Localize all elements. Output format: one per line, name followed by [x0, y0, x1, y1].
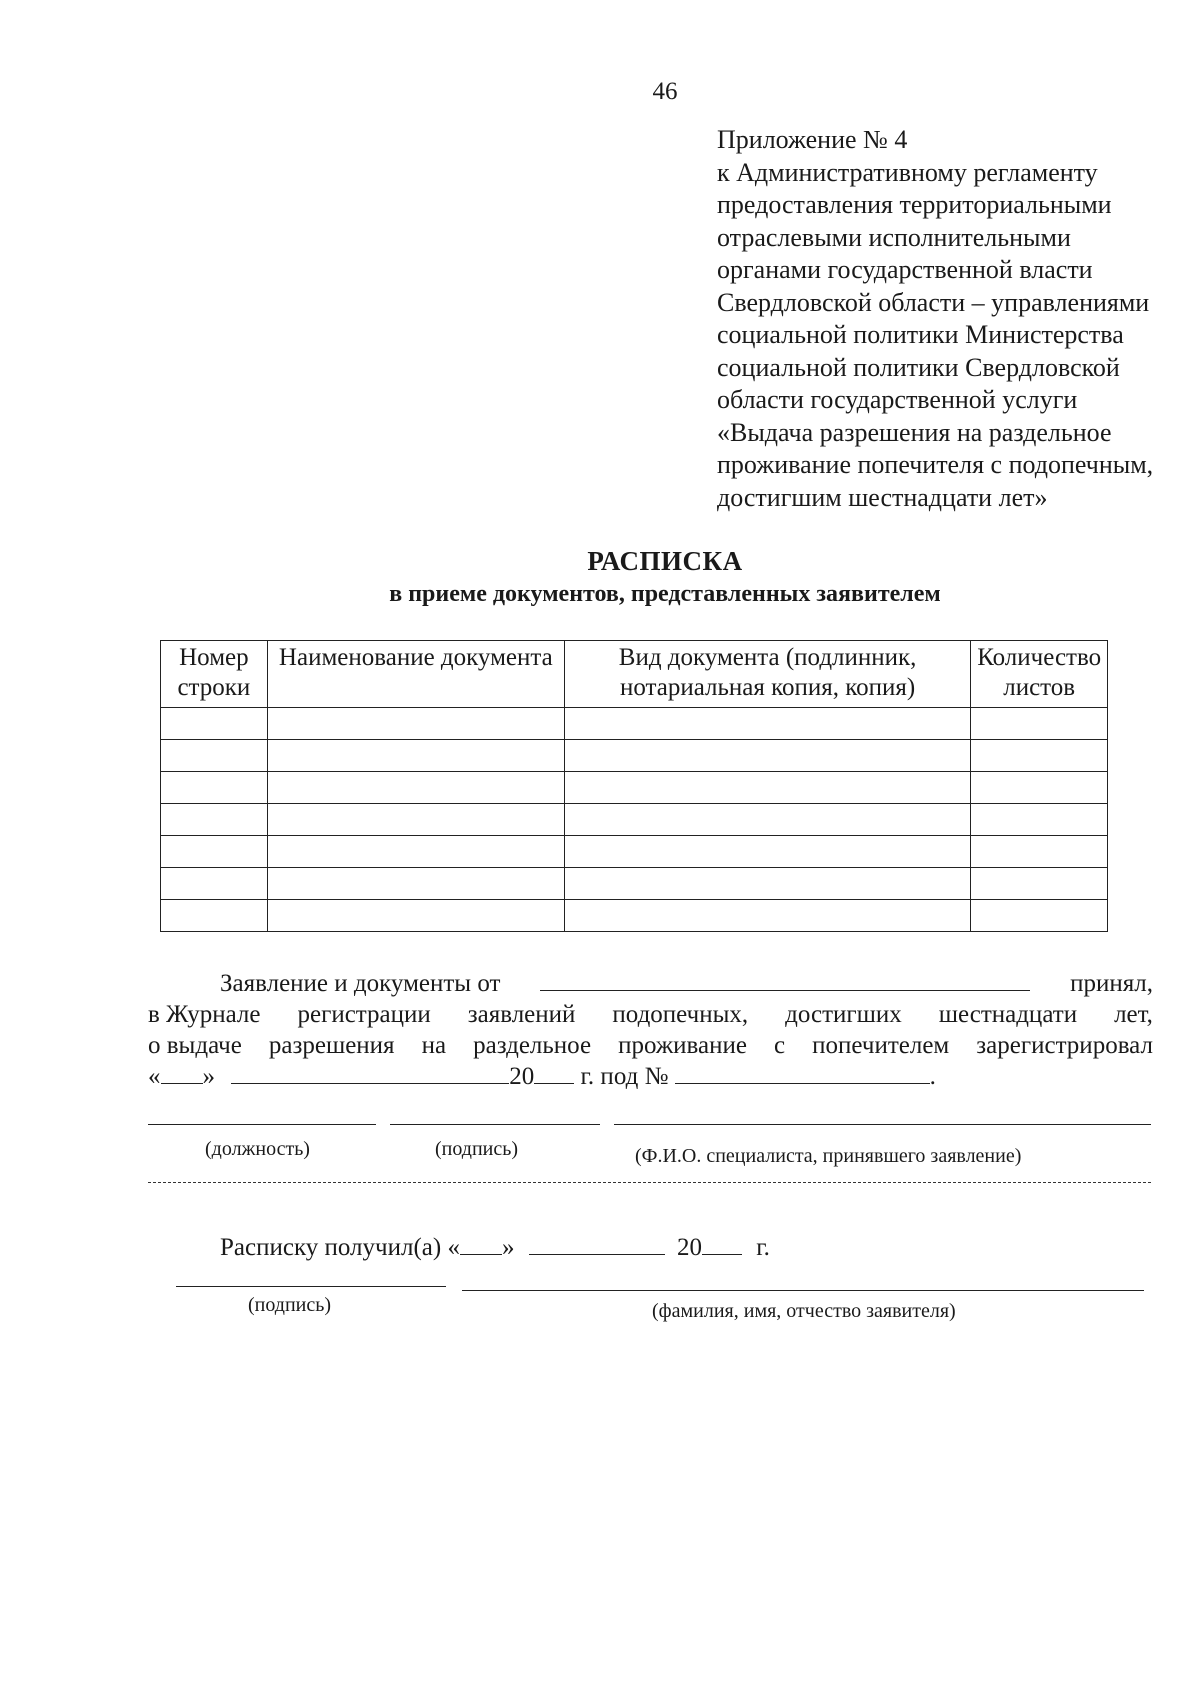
receipt-caption-fio: (фамилия, имя, отчество заявителя)	[652, 1300, 956, 1322]
table-cell[interactable]	[267, 900, 564, 932]
statement-word: на	[421, 1032, 447, 1059]
position-line[interactable]	[148, 1124, 376, 1125]
applicant-blank[interactable]	[540, 968, 1030, 991]
receipt-year-prefix: 20	[676, 1234, 702, 1261]
table-cell[interactable]	[971, 740, 1108, 772]
table-cell[interactable]	[971, 708, 1108, 740]
header-document-name: Наименование документа	[267, 641, 564, 708]
table-cell[interactable]	[267, 868, 564, 900]
table-cell[interactable]	[971, 804, 1108, 836]
statement-word: регистрации	[297, 1001, 431, 1028]
receipt-year-suffix: г.	[756, 1234, 770, 1261]
table-cell[interactable]	[971, 836, 1108, 868]
annex-line: социальной политики Министерства	[717, 320, 1124, 349]
table-cell[interactable]	[267, 804, 564, 836]
table-cell[interactable]	[267, 836, 564, 868]
table-cell[interactable]	[161, 868, 268, 900]
receipt-day-blank[interactable]	[460, 1232, 502, 1255]
statement-from-label: Заявление и документы от	[220, 970, 501, 997]
table-cell[interactable]	[971, 900, 1108, 932]
table-cell[interactable]	[161, 740, 268, 772]
quote-open: «	[148, 1063, 161, 1090]
receipt-month-blank[interactable]	[529, 1232, 665, 1255]
table-cell[interactable]	[564, 772, 970, 804]
table-cell[interactable]	[161, 900, 268, 932]
month-blank[interactable]	[231, 1061, 509, 1084]
statement-word: попечителем	[812, 1032, 950, 1059]
table-header-row	[161, 641, 1108, 708]
caption-fio: (Ф.И.О. специалиста, принявшего заявление)	[635, 1145, 1022, 1167]
annex-line: Приложение № 4	[717, 125, 908, 154]
table-row	[161, 868, 1108, 900]
header-document-type: Вид документа (подлинник, нотариальная копия, копия)	[564, 641, 970, 708]
annex-line: социальной политики Свердловской	[717, 352, 1120, 382]
statement-line-3	[148, 1030, 1153, 1061]
statement-word: разрешения	[268, 1032, 395, 1059]
annex-line: «Выдача разрешения на раздельное	[717, 417, 1112, 447]
quote-close: »	[202, 1063, 215, 1090]
table-cell[interactable]	[564, 804, 970, 836]
table-cell[interactable]	[161, 836, 268, 868]
table-row	[161, 708, 1108, 740]
table-row	[161, 740, 1108, 772]
annex-line: области государственной услуги	[717, 385, 1078, 414]
table-cell[interactable]	[971, 868, 1108, 900]
statement-word: проживание	[618, 1032, 747, 1059]
statement-end: .	[929, 1063, 936, 1090]
statement-word: зарегистрировал	[976, 1032, 1153, 1059]
statement-word: заявлений	[467, 1001, 576, 1028]
table-row	[161, 836, 1108, 868]
annex-line: достигшим шестнадцати лет»	[717, 482, 1048, 512]
signature-line[interactable]	[390, 1124, 600, 1125]
table-cell[interactable]	[971, 772, 1108, 804]
caption-signature: (подпись)	[435, 1138, 519, 1160]
table-cell[interactable]	[564, 900, 970, 932]
receipt-line	[220, 1232, 770, 1262]
annex-line: проживание попечителя с подопечным,	[717, 450, 1154, 479]
year-prefix: 20	[509, 1063, 535, 1090]
receipt-signature-line[interactable]	[176, 1286, 446, 1287]
receipt-label: Расписку получил(а) «	[220, 1234, 460, 1261]
statement-word: лет,	[1114, 1001, 1153, 1028]
statement-word: достигших	[785, 1001, 902, 1028]
table-row	[161, 804, 1108, 836]
caption-position: (должность)	[205, 1138, 310, 1160]
table-cell[interactable]	[161, 804, 268, 836]
table-row	[161, 772, 1108, 804]
statement-line-1	[148, 968, 1153, 999]
document-subtitle: в приеме документов, представленных заявителем	[389, 581, 941, 607]
day-blank[interactable]	[161, 1061, 203, 1084]
statement-accepted-label: принял,	[1070, 970, 1153, 997]
statement-word: о выдаче	[148, 1032, 242, 1059]
annex-line: к Административному регламенту	[717, 157, 1098, 187]
year-blank[interactable]	[534, 1061, 574, 1084]
fio-line[interactable]	[614, 1124, 1151, 1125]
statement-word: раздельное	[473, 1032, 592, 1059]
table-cell[interactable]	[267, 740, 564, 772]
table-cell[interactable]	[564, 868, 970, 900]
header-sheet-count: Количество листов	[971, 641, 1108, 708]
annex-block	[717, 124, 1187, 514]
table-cell[interactable]	[564, 740, 970, 772]
annex-line: Свердловской области – управлениями	[717, 287, 1150, 317]
table-cell[interactable]	[564, 836, 970, 868]
receipt-caption-signature: (подпись)	[248, 1294, 332, 1316]
statement-word: с	[774, 1032, 786, 1059]
registration-number-label: г. под №	[580, 1063, 669, 1090]
table-row	[161, 900, 1108, 932]
document-title: РАСПИСКА	[587, 546, 743, 576]
statement-line-4	[148, 1061, 1153, 1092]
table-cell[interactable]	[564, 708, 970, 740]
statement-word: в Журнале	[148, 1001, 261, 1028]
documents-table	[160, 640, 1108, 932]
statement-word: подопечных,	[612, 1001, 749, 1028]
cut-line	[148, 1182, 1151, 1183]
header-row-number: Номер строки	[161, 641, 268, 708]
page-number: 46	[652, 78, 678, 105]
statement-paragraph	[148, 968, 1153, 1092]
receipt-fio-line[interactable]	[462, 1290, 1144, 1291]
statement-line-2	[148, 999, 1153, 1030]
annex-line: предоставления территориальными	[717, 190, 1112, 219]
annex-line: отраслевыми исполнительными	[717, 222, 1071, 252]
annex-line: органами государственной власти	[717, 255, 1093, 284]
receipt-year-blank[interactable]	[702, 1232, 742, 1255]
table-cell[interactable]	[161, 772, 268, 804]
table-cell[interactable]	[267, 708, 564, 740]
table-cell[interactable]	[267, 772, 564, 804]
table-body	[161, 708, 1108, 932]
registration-number-blank[interactable]	[675, 1061, 930, 1084]
statement-word: шестнадцати	[938, 1001, 1078, 1028]
receipt-quote-close: »	[501, 1234, 515, 1261]
table-cell[interactable]	[161, 708, 268, 740]
